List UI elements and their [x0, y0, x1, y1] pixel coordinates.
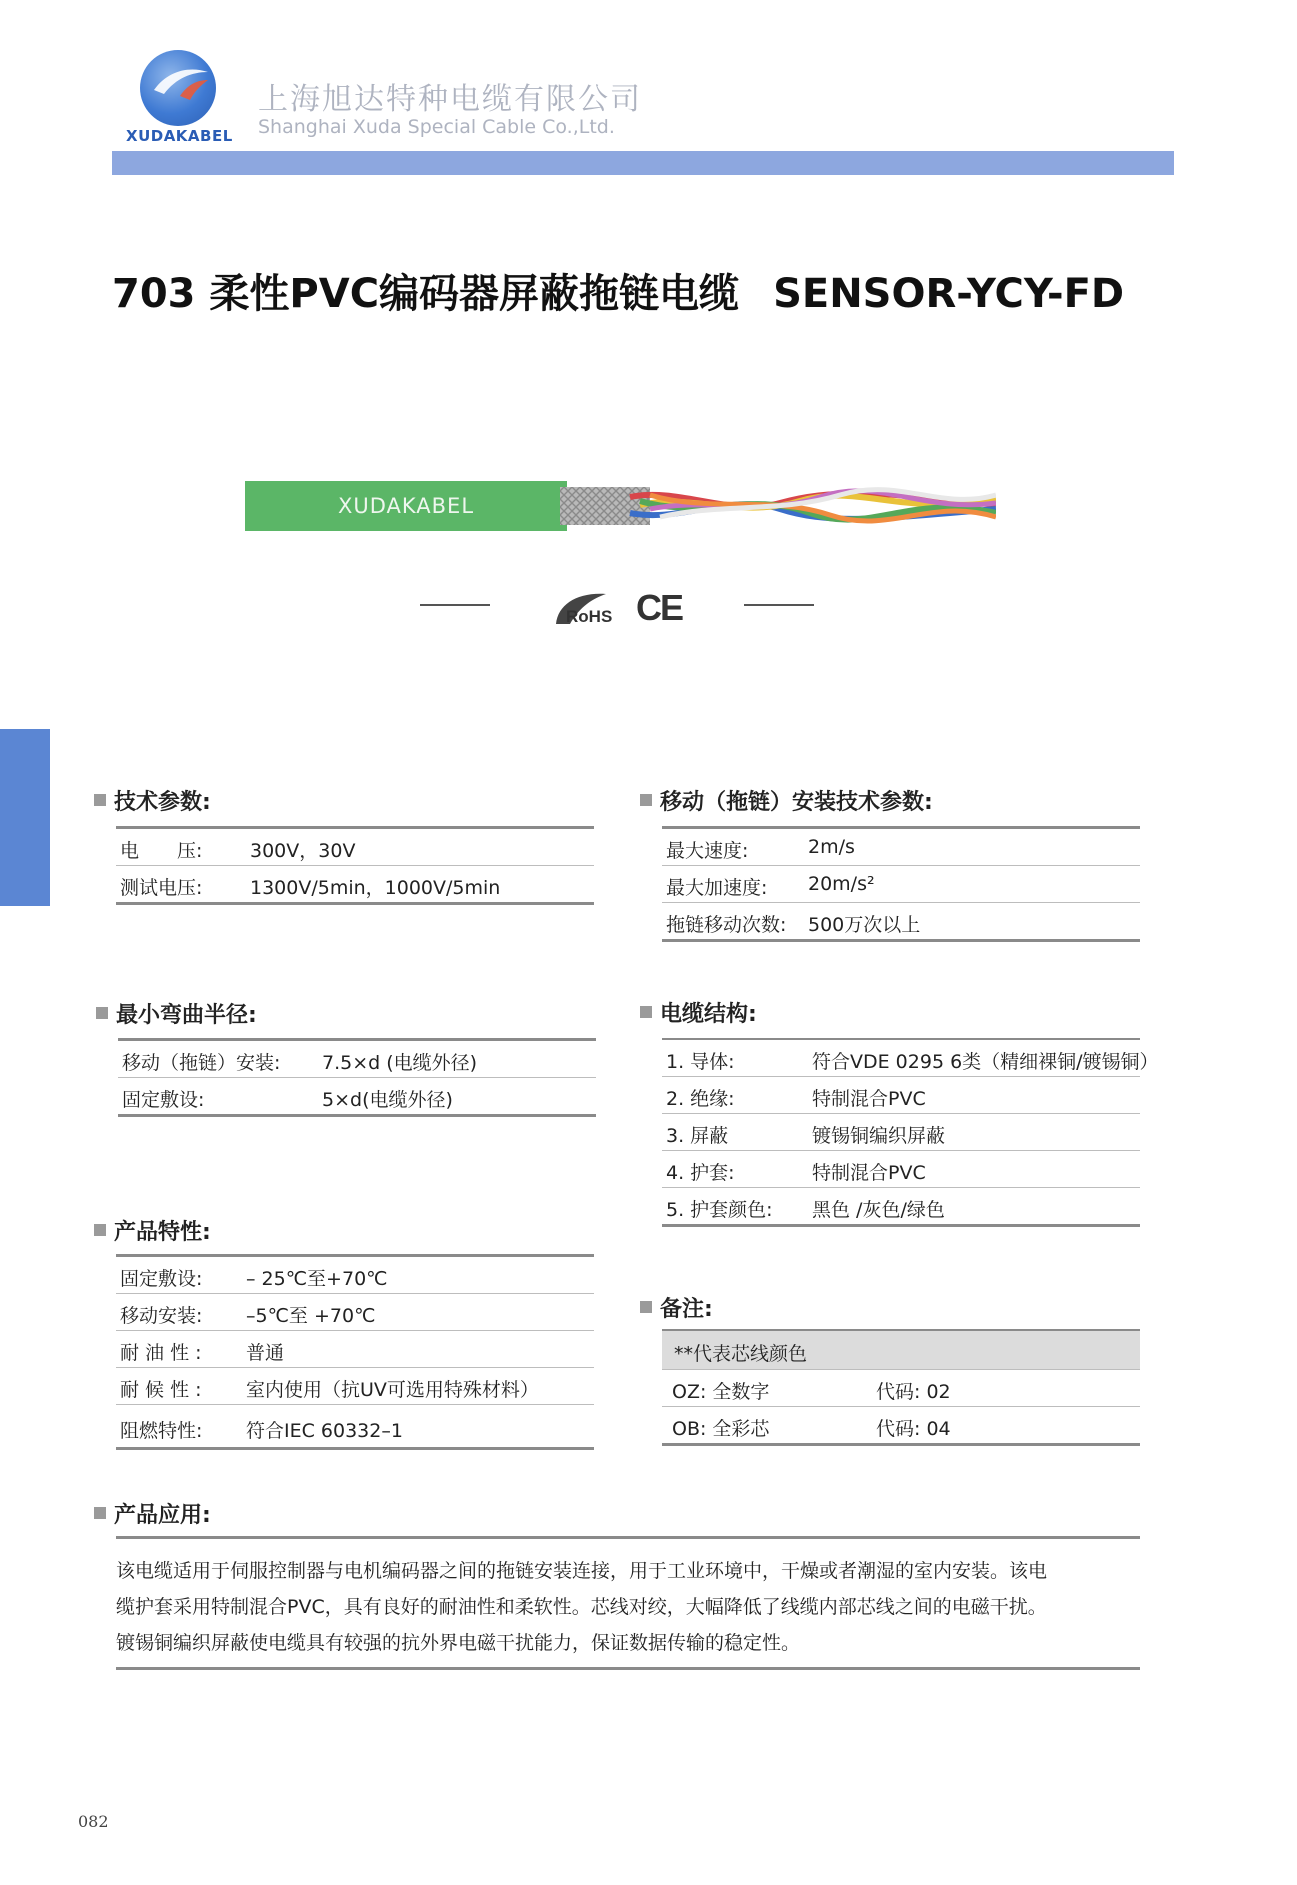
- bullet-square-icon: [94, 1507, 106, 1519]
- header-bar: [112, 151, 1174, 175]
- bullet-square-icon: [96, 1007, 108, 1019]
- ce-mark: CE: [636, 587, 683, 628]
- page-number: 082: [78, 1812, 109, 1831]
- table-row: 测试电压: 1300V/5min，1000V/5min: [116, 865, 594, 902]
- table-row: 耐 候 性 : 室内使用（抗UV可选用特殊材料）: [116, 1367, 594, 1404]
- notes-table: [662, 1329, 1140, 1446]
- application-top-rule: [116, 1536, 1140, 1539]
- bend-table: [118, 1038, 596, 1117]
- bullet-square-icon: [640, 1006, 652, 1018]
- tech-section-title: 技术参数:: [94, 785, 211, 816]
- bullet-square-icon: [640, 1301, 652, 1313]
- table-row: 电 压: 300V，30V: [120, 840, 356, 862]
- application-section-title: 产品应用:: [94, 1498, 211, 1529]
- table-row: 3. 屏蔽 镀锡铜编织屏蔽: [662, 1113, 1140, 1150]
- title-en: SENSOR-YCY-FD: [773, 271, 1125, 317]
- table-row: 5. 护套颜色: 黑色 /灰色/绿色: [662, 1187, 1140, 1224]
- table-row: 耐 油 性 : 普通: [116, 1330, 594, 1367]
- bullet-square-icon: [94, 1224, 106, 1236]
- features-section-title: 产品特性:: [94, 1215, 211, 1246]
- table-row: 移动（拖链）安装: 7.5×d (电缆外径): [122, 1052, 478, 1074]
- cable-wires-image: [560, 483, 996, 529]
- mobile-section-title: 移动（拖链）安装技术参数:: [640, 785, 933, 816]
- application-text: [116, 1553, 1156, 1661]
- table-row: 固定敷设: 5×d(电缆外径): [118, 1077, 596, 1114]
- table-row: 最大速度: 2m/s: [666, 836, 855, 862]
- table-row: 1. 导体: 符合VDE 0295 6类（精细裸铜/镀锡铜）: [666, 1051, 1159, 1073]
- table-row: 4. 护套: 特制混合PVC: [662, 1150, 1140, 1187]
- table-row: 固定敷设: – 25℃至+70℃: [120, 1268, 388, 1290]
- table-row: OB: 全彩芯 代码: 04: [662, 1406, 1140, 1443]
- table-row: OZ: 全数字 代码: 02: [662, 1369, 1140, 1406]
- table-row: 2. 绝缘: 特制混合PVC: [662, 1076, 1140, 1113]
- application-bottom-rule: [116, 1667, 1140, 1670]
- tech-table: [116, 826, 594, 905]
- bullet-square-icon: [640, 794, 652, 806]
- mobile-table: [662, 826, 1140, 942]
- page-title: [112, 262, 1124, 319]
- divider-right: [744, 604, 814, 606]
- side-tab: [0, 729, 50, 906]
- rohs-mark: RoHS: [566, 607, 613, 626]
- table-row: 阻燃特性: 符合IEC 60332–1: [116, 1404, 594, 1447]
- table-row: 拖链移动次数: 500万次以上: [662, 902, 1140, 939]
- application-line: 缆护套采用特制混合PVC，具有良好的耐油性和柔软性。芯线对绞，大幅降低了线缆内部芯线之间的电磁干扰。: [116, 1596, 1047, 1618]
- table-row: 移动安装: –5℃至 +70℃: [116, 1293, 594, 1330]
- bullet-square-icon: [94, 794, 106, 806]
- divider-left: [420, 604, 490, 606]
- title-cn: 703 柔性PVC编码器屏蔽拖链电缆: [112, 271, 740, 317]
- features-table: [116, 1254, 594, 1450]
- structure-table: [662, 1038, 1159, 1227]
- logo-text: XUDAKABEL: [126, 127, 233, 145]
- notes-header: **代表芯线颜色: [662, 1331, 1140, 1369]
- notes-section-title: 备注:: [640, 1292, 713, 1323]
- cable-label: XUDAKABEL: [337, 494, 475, 518]
- application-line: 镀锡铜编织屏蔽使电缆具有较强的抗外界电磁干扰能力，保证数据传输的稳定性。: [116, 1632, 801, 1654]
- logo-swoosh-icon: [150, 62, 212, 102]
- table-row: 最大加速度: 20m/s²: [662, 865, 1140, 902]
- company-name-cn: 上海旭达特种电缆有限公司: [258, 82, 642, 117]
- company-name-en: Shanghai Xuda Special Cable Co.,Ltd.: [258, 116, 615, 138]
- structure-section-title: 电缆结构:: [640, 997, 757, 1028]
- application-line: 该电缆适用于伺服控制器与电机编码器之间的拖链安装连接，用于工业环境中，干燥或者潮湿的室内安装。该电: [116, 1560, 1048, 1582]
- bend-section-title: 最小弯曲半径:: [96, 998, 257, 1029]
